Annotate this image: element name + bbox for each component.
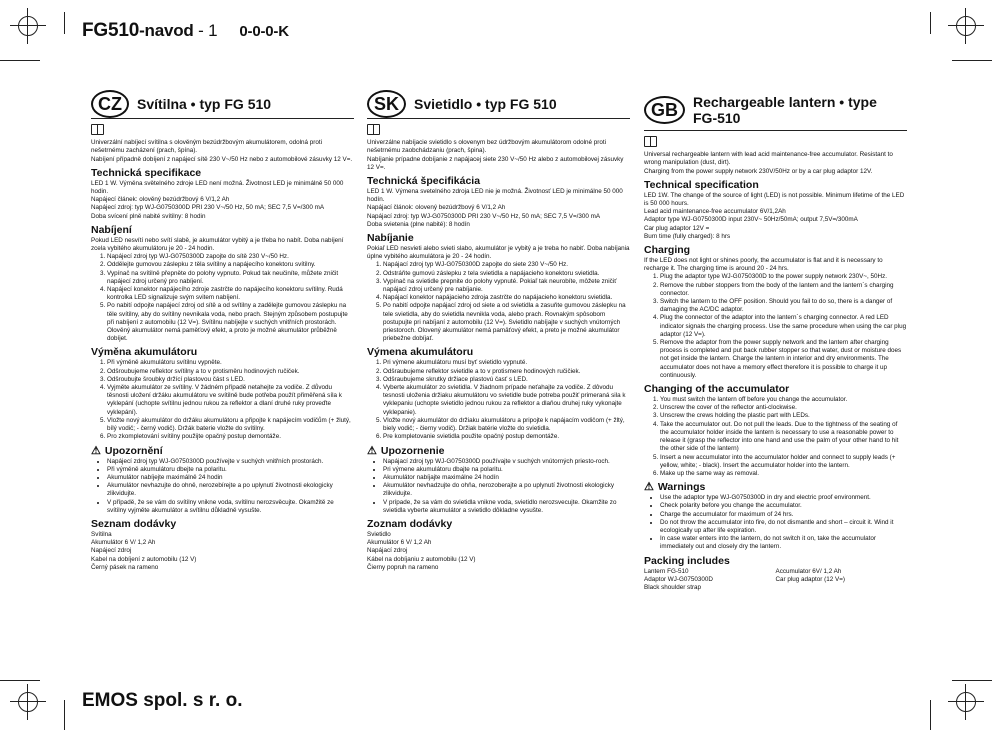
title-suffix: -navod [139, 21, 194, 40]
trim-line [0, 60, 40, 61]
pack-item: Car plug adaptor (12 V=) [775, 575, 845, 583]
packing-left [644, 568, 776, 593]
intro-text: Universal rechargeable lantern with lead acid maintenance-free accumulator. Resistant to wrong manipulation (dust, dirt). [644, 151, 893, 167]
spec-line: LED 1W. The change of the source of light (LED) is not possible. Minimum lifetime of the LED is 50 000 hours. [644, 191, 905, 208]
list-item: 1. Při výměně akumulátoru svítilnu vypněte. [107, 359, 354, 367]
list-item: 3. Vypínač na svietidle prepnite do polohy vypnuté. Pokiaľ tak neurobíte, môžete zničiť napájací zdroj určený pre nabíjanie. [383, 278, 630, 294]
list-item: • Akumulátor nabíjajte maximálne 24 hodín [383, 474, 630, 482]
warning-icon: ⚠ [91, 444, 101, 457]
list-item: 3. Odšraubujeme skrutky držiace plastovú časť s LED. [383, 376, 630, 384]
warning-icon: ⚠ [644, 481, 654, 494]
section-title: Svietidlo • typ FG 510 [414, 96, 557, 112]
list-item: 3. Vypínač na svítilně přepněte do polohy vypnuto. Pokud tak neučiníte, můžete zničit napájecí zdroj určený pro nabíjení. [107, 270, 354, 286]
page-title [82, 20, 289, 42]
heading: Packing includes [644, 554, 730, 567]
list-item: • V případě, že se vám do svítilny vnikne voda, svítilnu nerozsvěcujte. Okamžitě ze svítilny vyjměte akumulátor a svítilnu důkladně vysušte. [107, 499, 354, 515]
list-item: 4. Napájací konektor napájacieho zdroja zastrčte do napájacieho konektoru svietidla. [383, 294, 630, 302]
pack-item: Svítilna [91, 530, 112, 538]
list-item: 1. Pri výmene akumulátoru musí byť svietidlo vypnuté. [383, 359, 630, 367]
list-item: 3. Switch the lantern to the OFF position. Should you fail to do so, there is a danger of damaging the AC/DC adaptor. [660, 298, 907, 314]
list-item: 5. Po nabití odpojte napájací zdroj od siete a od svietidla a zasuňte gumovou záslepku na tele svietidla, aby do svietidla nevnikla voda, alebo prach. Rovnakým spôsobom postupujte pri nabíjaní z automobilu (12 V=). Svietidlo nabíjajte v suchých vnútorných priestoroch. Olovený akumulátor nemá pamäťový efekt, a preto je možné akumulátor priebežne dobíjať. [383, 302, 630, 343]
list-item: 2. Odšraubujeme reflektor svietidle a to v protismere hodinových ručičiek. [383, 368, 630, 376]
list-item: 3. Unscrew the crews holding the plastic part with LEDs. [660, 412, 907, 420]
spec-line: LED 1 W. Výmena svetelného zdroja LED nie je možná. Životnosť LED je minimálne 50 000 hodín. [367, 188, 623, 204]
warning-icon: ⚠ [367, 444, 377, 457]
spec-line: Napájací zdroj: typ WJ-G0750300D PRI 230 V~/50 Hz, 50 mA; SEC 7,5 V=/300 mA [367, 212, 601, 220]
list-item: 4. Vyjměte akumulátor ze svítilny. V žádném případě netahejte za vodiče. Z důvodu těsnosti uložení držáku akumulátoru ve svítilně bude potřeba použít přiměřená síla k vyklepání (uchopte svítilnu jednou rukou za reflektor a dlaní druhé ruky proveďte vyklepání). [107, 384, 354, 417]
warning-heading [644, 481, 907, 493]
charge-steps [91, 253, 354, 343]
column-cz [91, 90, 354, 572]
pack-item: Akumulátor 6 V/ 1,2 Ah [367, 539, 432, 547]
charge-steps [644, 273, 907, 380]
manual-book-icon [367, 124, 380, 135]
list-item: • Akumulátor nevhadzujte do ohňa, nerozoberajte a po uplynutí životnosti ekologicky zlikvidujte. [383, 482, 630, 498]
manual-book-icon [644, 136, 657, 147]
company-footer: EMOS spol. s r. o. [82, 690, 243, 711]
spec-line: Burn time (fully charged): 8 hrs [644, 232, 731, 240]
list-item: 5. Vložte nový akumulátor do držiaku akumulátoru a pripojte k napájacím vodičom (+ žltý, biely vodič; - čierny vodič). Držiak batérie vložte do svietidla. [383, 417, 630, 433]
trim-line [930, 700, 931, 730]
section-header [644, 90, 907, 131]
list-item: • Use the adaptor type WJ-G0750300D in dry and electric proof environment. [660, 494, 907, 502]
heading-text: Upozornění [104, 444, 163, 457]
warning-list [91, 458, 354, 515]
heading: Seznam dodávky [91, 517, 177, 530]
heading: Zoznam dodávky [367, 517, 453, 530]
intro-text: Univerzální nabíjecí svítilna s olověným bezúdržbovým akumulátorem, odolná proti nešetrnému zacházení (prach, špína). [91, 139, 322, 155]
list-item: • In case water enters into the lantern, do not switch it on, take the accumulator immediately out and closely dry the lantern. [660, 535, 907, 551]
heading: Technical specification [644, 178, 759, 191]
list-item: 1. Napájecí zdroj typ WJ-G0750300D zapojte do sítě 230 V~/50 Hz. [107, 253, 354, 261]
list-item: 6. Pro zkompletování svítilny použijte opačný postup demontáže. [107, 433, 354, 441]
list-item: 5. Remove the adaptor from the power supply network and the lantern after charging process is completed and put back rubber stopper so that water, dust or moisture does not get inside the lantern. Charge the lantern in interior and dry environments. The accumulator does not have a memory effect therefore it is possible to charge it up continuously. [660, 339, 907, 380]
list-item: • Napájecí zdroj typ WJ-G0750300D používejte v suchých vnitřních prostorách. [107, 458, 354, 466]
trim-line [930, 12, 931, 34]
intro-text: Nabíjení případně dobíjení z napájecí sítě 230 V~/50 Hz nebo z automobilové zásuvky 12 V=. [91, 155, 353, 163]
paragraph: Pokud LED nesvítí nebo svítí slabě, je akumulátor vybitý a je třeba ho nabít. Doba nabíjení zcela vybitého akumulátoru je 20 - 24 hodin. [91, 236, 344, 253]
language-badge: CZ [91, 90, 129, 118]
replace-steps [644, 396, 907, 478]
replace-steps [367, 359, 630, 441]
spec-line: Napájací článok: olovený bezúdržbový 6 V/1,2 Ah [367, 204, 506, 212]
spec-line: Car plug adaptor 12V = [644, 224, 710, 232]
list-item: • Při výměně akumulátoru dbejte na polaritu. [107, 466, 354, 474]
spec-line: Napájecí článek: olověný bezúdržbový 6 V/1,2 Ah [91, 196, 230, 204]
list-item: 2. Unscrew the cover of the reflector anti-clockwise. [660, 404, 907, 412]
crop-mark-bottom-right [952, 688, 980, 716]
heading: Nabíjení [91, 223, 132, 236]
pack-item: Lantern FG-510 [644, 567, 689, 575]
packing-list [644, 568, 907, 593]
trim-line [952, 60, 992, 61]
spec-line: Napájecí zdroj: typ WJ-G0750300D PRI 230 V~/50 Hz, 50 mA; SEC 7,5 V=/300 mA [91, 204, 325, 212]
pack-item: Akumulátor 6 V/ 1,2 Ah [91, 539, 156, 547]
spec-line: LED 1 W. Výměna světelného zdroje LED není možná. Životnost LED je minimálně 50 000 hodin. [91, 179, 344, 196]
trim-line [64, 700, 65, 730]
list-item: 5. Insert a new accumulator into the accumulator holder and connect to supply leads (+ yellow, white; - black). Insert the accumulator holder into the lantern. [660, 454, 907, 470]
language-badge: GB [644, 96, 685, 124]
pack-item: Kábel na dobíjaniu z automobilu (12 V) [367, 555, 476, 563]
pack-item: Adaptor WJ-G0750300D [644, 575, 713, 583]
spec-line: Adaptor type WJ-G0750300D input 230V~ 50Hz/50mA; output 7,5V=/300mA [644, 216, 858, 224]
crop-mark-top-left [14, 12, 42, 40]
list-item: • Napájací zdroj typ WJ-G0750300D používajte v suchých vnútorných priesto-roch. [383, 458, 630, 466]
paragraph: Pokiaľ LED nesvieti alebo svieti slabo, akumulátor je vybitý a je treba ho nabiť. Doba nabíjania úplne vybitého akumulátora je 20 - 24 hodín. [367, 245, 630, 261]
list-item: • V prípade, že sa vám do svietidla vnikne voda, svietidlo nerozsvecujte. Okamžite zo svietidla vyberte akumulátor a svietidlo dôkladne vysušte. [383, 499, 630, 515]
pack-item: Čierny popruh na rameno [367, 563, 439, 571]
crop-mark-top-right [952, 12, 980, 40]
warning-heading [367, 445, 630, 457]
heading-text: Warnings [657, 481, 706, 494]
heading-text: Upozornenie [380, 444, 445, 457]
title-main: FG510 [82, 20, 140, 41]
list-item: 4. Napájecí konektor napájecího zdroje zastrčte do napájecího konektoru svítilny. Rudá kontrolka LED signalizuje svým svitem nabíjení. [107, 286, 354, 302]
pack-item: Black shoulder strap [644, 583, 702, 591]
crop-mark-bottom-left [14, 688, 42, 716]
list-item: • Check polarity before you change the accumulator. [660, 502, 907, 510]
heading: Technická špecifikácia [367, 175, 481, 188]
warning-heading [91, 445, 354, 457]
section-title: Svítilna • typ FG 510 [137, 96, 272, 112]
section-header [367, 90, 630, 119]
pack-item: Napájací zdroj [367, 547, 408, 555]
spec-line: Doba svietenia (plne nabité): 8 hodín [367, 220, 470, 228]
list-item: 5. Vložte nový akumulátor do držáku akumulátoru a připojte k napájecím vodičům (+ žlutý, bílý vodič; - černý vodič). Držák baterie vložte do svítilny. [107, 417, 354, 433]
spec-line: Lead acid maintenance-free accumulator 6V/1,2Ah [644, 208, 786, 216]
list-item: 2. Odstráňte gumovú záslepku z tela svietidla a napájacieho konektoru svietidla. [383, 270, 630, 278]
intro-text: Nabíjanie prípadne dobíjanie z napájacej siete 230 V~/50 Hz alebo z automobilovej zásuvky 12 V=. [367, 155, 624, 171]
list-item: 6. Make up the same way as removal. [660, 470, 907, 478]
trim-line [952, 680, 992, 681]
title-code: 0-0-0-K [239, 23, 289, 40]
list-item: 4. Plug the connector of the adaptor into the lantern´s charging connector. A red LED indicator signals the charging process. Use the same procedure when using the car plug adaptor (12 V=). [660, 314, 907, 339]
column-gb [644, 90, 907, 592]
list-item: 4. Vyberte akumulátor zo svietidla. V žiadnom prípade neťahajte za vodiče. Z dôvodu tesnosti uloženia držiaku akumulátoru vo svietidle bude potreba použiť primeraná sila k vyklepaniu (uchopte svietidlo jednou rukou za reflektor a dlaňou druhej ruky vykonajte vyklepanie). [383, 384, 630, 417]
column-sk [367, 90, 630, 572]
trim-line [64, 12, 65, 34]
list-item: 5. Po nabití odpojte napájecí zdroj od sítě a od svítilny a zadělejte gumovou záslepku na těle svítilny, aby do svítilny nevnikala voda, nebo prach. Stejným způsobem postupujte při nabíjení z automobilu (12 V=). Svítilnu nabíjejte v suchých vnitřních prostorách. Olověný akumulátor nemá paměťový efekt, a proto je možné akumulátor průběžně dobíjet. [107, 302, 354, 343]
list-item: • Charge the accumulator for maximum of 24 hrs. [660, 511, 907, 519]
list-item: 4. Take the accumulator out. Do not pull the leads. Due to the tightness of the seating of the accumulator holder inside the lantern is necessary to use a reasonable power to release it (grasp the reflector into one hand and use the palm of your other hand to hit the other side of the lantern) [660, 421, 907, 454]
list-item: 1. Plug the adaptor type WJ-G0750300D to the power supply network 230V~, 50Hz. [660, 273, 907, 281]
list-item: • Akumulátor nevhazujte do ohně, nerozebírejte a po uplynutí životnosti ekologicky zlikvidujte. [107, 482, 354, 498]
list-item: • Akumulátor nabíjejte maximálně 24 hodin [107, 474, 354, 482]
heading: Technická specifikace [91, 166, 202, 179]
replace-steps [91, 359, 354, 441]
list-item: 6. Pre kompletovanie svietidla použite opačný postup demontáže. [383, 433, 630, 441]
pack-item: Svietidlo [367, 530, 391, 538]
title-page: - 1 [193, 21, 218, 40]
intro-text: Univerzálne nabíjacie svietidlo s olovenym bez údržbovým akumulátorom odolné proti nešetrnému zaobchádzaniu (prach, špina). [367, 139, 607, 155]
list-item: • Pri výmene akumulátoru dbajte na polaritu. [383, 466, 630, 474]
pack-item: Napájecí zdroj [91, 547, 132, 555]
pack-item: Accumulator 6V/ 1,2 Ah [775, 567, 842, 575]
list-item: 3. Odšroubujte šroubky držící plastovou část s LED. [107, 376, 354, 384]
spec-line: Doba svícení plně nabité svítilny: 8 hodin [91, 212, 206, 220]
heading: Výměna akumulátoru [91, 346, 198, 359]
heading: Nabíjanie [367, 232, 414, 245]
heading: Charging [644, 244, 691, 257]
charge-steps [367, 261, 630, 343]
manual-book-icon [91, 124, 104, 135]
warning-list [367, 458, 630, 515]
warning-list [644, 494, 907, 551]
list-item: 2. Odšroubujeme reflektor svítilny a to v protisměru hodinových ručiček. [107, 368, 354, 376]
list-item: 1. You must switch the lantern off before you change the accumulator. [660, 396, 907, 404]
heading: Výmena akumulátoru [367, 346, 474, 359]
pack-item: Černý pásek na rameno [91, 563, 159, 571]
pack-item: Kabel na dobíjení z automobilu (12 V) [91, 555, 197, 563]
language-badge: SK [367, 90, 406, 118]
packing-right [776, 568, 908, 593]
paragraph: If the LED does not light or shines poorly, the accumulator is flat and it is necessary to recharge it. The charging time is around 20 - 24 hrs. [644, 257, 883, 273]
section-title: Rechargeable lantern • type FG-510 [693, 94, 877, 126]
intro-text: Charging from the power supply network 230V/50Hz or by a car plug adaptor 12V. [644, 167, 873, 175]
list-item: • Do not throw the accumulator into fire, do not dismantle and short – circuit it. Wind it ecologically up after life expiration. [660, 519, 907, 535]
list-item: 1. Napájací zdroj typ WJ-G0750300D zapojte do siete 230 V~/50 Hz. [383, 261, 630, 269]
trim-line [0, 680, 40, 681]
section-header [91, 90, 354, 119]
list-item: 2. Oddělejte gumovou záslepku z těla svítilny a napájecího konektoru svítilny. [107, 261, 354, 269]
list-item: 2. Remove the rubber stoppers from the body of the lantern and the lantern´s charging connector. [660, 282, 907, 298]
heading: Changing of the accumulator [644, 383, 790, 396]
